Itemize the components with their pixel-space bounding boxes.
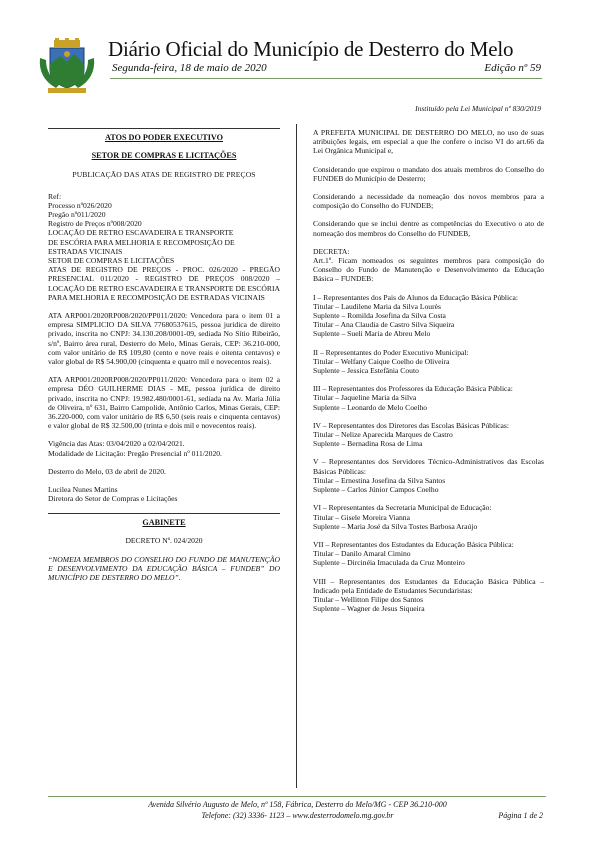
footer-contact: Telefone: (32) 3336- 1123 – www.desterrodomelo.mg.gov.br	[201, 811, 394, 820]
member-entry: Titular – Ernestina Josefina da Silva Santos	[313, 475, 446, 485]
decree-intro: A PREFEITA MUNICIPAL DE DESTERRO DO MELO, no uso de suas atribuições legais, em especial a que lhe confere o inciso VI do art.66 da Lei Orgânica Municipal e,	[313, 128, 544, 156]
member-entry: Titular – Nelize Aparecida Marques de Castro	[313, 430, 453, 440]
member-group-title: VI – Representantes da Secretaria Municipal de Educação:	[313, 503, 492, 513]
issue-date: Segunda-feira, 18 de maio de 2020	[112, 62, 267, 74]
validity-text: Vigência das Atas: 03/04/2020 a 02/04/2021.	[48, 439, 185, 449]
validity-block	[48, 439, 280, 457]
ref-line: Pregão nº011/2020	[48, 210, 106, 220]
member-group-title: V – Representantes dos Servidores Técnico-Administrativos das Escolas Básicas Públicas:	[313, 457, 544, 476]
ref-line: Ref:	[48, 191, 62, 201]
member-group	[313, 384, 544, 412]
member-group	[313, 421, 544, 449]
member-group-title: VIII – Representantes dos Estudantes da Educação Básica Pública – Indicado pela Entidade de Estudantes Secundaristas:	[313, 576, 544, 595]
ref-line: Registro de Preços nº008/2020	[48, 219, 142, 229]
signature-block	[48, 485, 280, 503]
modality-text: Modalidade de Licitação: Pregão Presencial nº 011/2020.	[48, 448, 222, 458]
decreta-label: DECRETA:	[313, 246, 350, 256]
section-heading-purchasing: SETOR DE COMPRAS E LICITAÇÕES	[91, 151, 237, 161]
member-group-title: I – Representantes dos Pais de Alunos da Educação Básica Pública:	[313, 292, 518, 302]
member-entry: Suplente – Carlos Júnior Campos Coelho	[313, 485, 439, 495]
member-entry: Suplente – Dircinéia Imaculada da Cruz Monteiro	[313, 558, 465, 568]
coat-of-arms-icon	[36, 38, 98, 94]
institution-note: Instituído pela Lei Municipal nº 830/2019	[415, 104, 541, 113]
member-entry: Suplente – Romilda Josefina da Silva Costa	[313, 311, 446, 321]
member-group	[313, 293, 544, 339]
member-entry: Suplente – Wagner de Jesus Siqueira	[313, 604, 425, 614]
ref-line: Processo nº026/2020	[48, 200, 112, 210]
member-entry: Suplente – Maria José da Silva Tostes Barbosa Araújo	[313, 521, 478, 531]
member-group-title: IV – Representantes dos Diretores das Escolas Básicas Públicas:	[313, 420, 509, 430]
member-groups	[313, 293, 544, 614]
member-group	[313, 577, 544, 614]
section-heading-executive: ATOS DO PODER EXECUTIVO	[48, 128, 280, 142]
ata-item-1: ATA ARP001/2020RP008/2020/PP011/2020: Vencedora para o item 01 a empresa SIMPLICIO DA SILVA 77680537615, pessoa jurídica de direito privado, inscrita no CNPJ: 34.130.208/0001-09, sediada No Sítio Ribeirão, s/nº, Bairro área rural, Desterro do Melo, Minas Gerais, CEP: 36.210-000, com valor unitário de R$ 109,80 (cento e nove reais e oitenta centavos) e valor global de R$ 54.900,00 (cinquenta e quatro mil e novecentos reais).	[48, 311, 280, 367]
ref-line: SETOR DE COMPRAS E LICITAÇÕES	[48, 256, 175, 266]
footer-divider	[48, 796, 546, 797]
member-entry: Suplente – Leonardo de Melo Coelho	[313, 402, 428, 412]
ref-line: ESTRADAS VICINAIS	[48, 246, 123, 256]
member-group	[313, 348, 544, 376]
member-entry: Suplente – Sueli Maria de Abreu Melo	[313, 329, 431, 339]
considering-1: Considerando que expirou o mandato dos atuais membros do Conselho do FUNDEB do Município de Desterro;	[313, 164, 544, 183]
member-entry: Titular – Danilo Amaral Cimino	[313, 549, 411, 559]
member-entry: Titular – Laudilene Maria da Silva Lourès	[313, 301, 441, 311]
header-divider	[110, 78, 542, 79]
decree-article-block	[313, 247, 544, 284]
newspaper-title: Diário Oficial do Município de Desterro do Melo	[108, 37, 514, 61]
column-divider	[296, 124, 297, 788]
ata-item-2: ATA ARP001/2020RP008/2020/PP011/2020: Vencedora para o item 02 a empresa DÉO GUILHERME DIAS - ME, pessoa jurídica de direito privado, inscrita no CNPJ: 19.982.480/0001-61, sediada na Av. Maria Júlia de Oliveira, nº 631, Bairro Campolide, Antônio Carlos, Minas Gerais, CEP: 36.220-000, com valor unitário de R$ 6,50 (seis reais e cinquenta centavos) e valor global de R$ 32.500,00 (trinta e dois mil e novecentos reais).	[48, 375, 280, 431]
page-number: Página 1 de 2	[498, 811, 543, 820]
member-entry: Titular – Ana Claudia de Castro Silva Siqueira	[313, 320, 455, 330]
member-entry: Titular – Jaqueline Maria da Silva	[313, 393, 417, 403]
ata-summary: ATAS DE REGISTRO DE PREÇOS - PROC. 026/2020 - PREGÃO PRESENCIAL 011/2020 - REGISTRO DE PREÇOS 008/2020 – LOCAÇÃO DE RETRO ESCAVADEIRA E TRANSPORTE DE ESCÓRIA PARA MELHORIA E RECOMPOSIÇÃO DE ESTRADAS VICINAIS	[48, 265, 280, 302]
considering-3: Considerando que se inclui dentre as competências do Executivo o ato de nomeação dos membros do Conselho do FUNDEB,	[313, 219, 544, 238]
decree-number: DECRETO Nº. 024/2020	[125, 535, 203, 545]
right-column	[313, 128, 544, 622]
member-entry: Titular – Welfany Caique Coelho de Oliveira	[313, 356, 450, 366]
member-group-title: III – Representantes dos Professores da Educação Básica Pública:	[313, 384, 513, 394]
member-group-title: II – Representantes do Poder Executivo Municipal:	[313, 347, 469, 357]
footer-address: Avenida Silvério Augusto de Melo, nº 158, Fábrica, Desterro do Melo/MG - CEP 36.210-000	[148, 800, 447, 809]
member-entry: Suplente – Bernadina Rosa de Lima	[313, 439, 423, 449]
ref-line: LOCAÇÃO DE RETRO ESCAVADEIRA E TRANSPORTE	[48, 228, 234, 238]
edition-number: Edição nº 59	[484, 62, 541, 74]
member-entry: Suplente – Jessica Estefânia Couto	[313, 366, 419, 376]
page-header	[0, 0, 595, 113]
member-group	[313, 503, 544, 531]
ref-line: DE ESCÓRIA PARA MELHORIA E RECOMPOSIÇÃO DE	[48, 237, 235, 247]
member-group	[313, 457, 544, 494]
member-entry: Titular – Wellitton Filipe dos Santos	[313, 594, 424, 604]
member-group	[313, 540, 544, 568]
member-group-title: VII – Representantes dos Estudantes da Educação Básica Pública:	[313, 539, 514, 549]
place-date: Desterro do Melo, 03 de abril de 2020.	[48, 466, 166, 476]
section-heading-gabinete: GABINETE	[48, 513, 280, 527]
article-1: Art.1º. Ficam nomeados os seguintes membros para composição do Conselho do Fundo de Manutenção e Desenvolvimento da Educação Básica – FUNDEB:	[313, 256, 544, 284]
reference-block	[48, 192, 280, 302]
publication-title: PUBLICAÇÃO DAS ATAS DE REGISTRO DE PREÇOS	[72, 170, 256, 180]
left-column	[48, 128, 280, 592]
member-entry: Titular – Gisele Moreira Vianna	[313, 512, 410, 522]
signer-name: Lucilea Nunes Martins	[48, 485, 118, 495]
decree-ementa: “NOMEIA MEMBROS DO CONSELHO DO FUNDO DE MANUTENÇÃO E DESENVOLVIMENTO DA EDUCAÇÃO BÁSICA – FUNDEB” DO MUNICÍPIO DE DESTERRO DO MELO”.	[48, 554, 280, 583]
considering-2: Considerando a necessidade da nomeação dos novos membros para a composição do Conselho do FUNDEB;	[313, 192, 544, 211]
signer-role: Diretora do Setor de Compras e Licitações	[48, 494, 178, 504]
